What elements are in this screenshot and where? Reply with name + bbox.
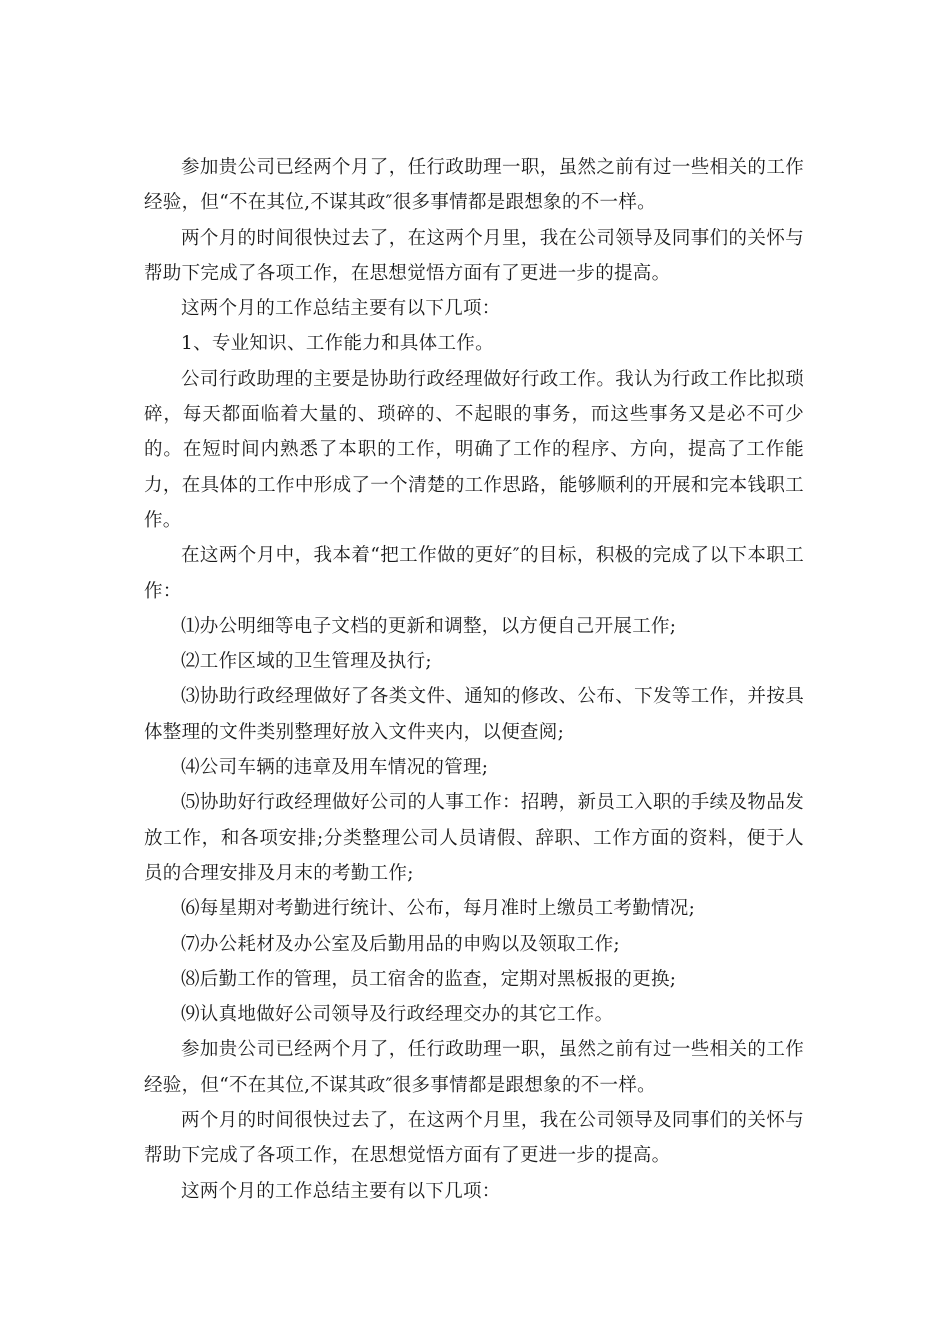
list-item: ⑹每星期对考勤进行统计、公布，每月准时上缴员工考勤情况; bbox=[181, 898, 696, 920]
paragraph: 参加贵公司已经两个月了，任行政助理一职，虽然之前有过一些相关的工作经验，但“不在其位,不谋其政″很多事情都是跟想象的不一样。 bbox=[144, 1039, 804, 1096]
paragraph: 这两个月的工作总结主要有以下几项： bbox=[181, 1180, 501, 1202]
section-heading: 1、专业知识、工作能力和具体工作。 bbox=[181, 333, 494, 355]
list-item: ⑺办公耗材及办公室及后勤用品的申购以及领取工作; bbox=[181, 933, 620, 955]
paragraph: 公司行政助理的主要是协助行政经理做好行政工作。我认为行政工作比拟琐碎，每天都面临着大量的、琐碎的、不起眼的事务，而这些事务又是必不可少的。在短时间内熟悉了本职的工作，明确了工作的程序、方向，提高了工作能力，在具体的工作中形成了一个清楚的工作思路，能够顺利的开展和完本钱职工作。 bbox=[144, 368, 804, 531]
paragraph: 这两个月的工作总结主要有以下几项： bbox=[181, 298, 501, 320]
paragraph: 在这两个月中，我本着“把工作做的更好″的目标，积极的完成了以下本职工作： bbox=[144, 545, 804, 602]
list-item: ⑷公司车辆的违章及用车情况的管理; bbox=[181, 757, 489, 779]
list-item: ⑸协助好行政经理做好公司的人事工作：招聘，新员工入职的手续及物品发放工作，和各项安排;分类整理公司人员请假、辞职、工作方面的资料，便于人员的合理安排及月末的考勤工作; bbox=[144, 792, 804, 884]
list-item: ⑼认真地做好公司领导及行政经理交办的其它工作。 bbox=[181, 1004, 614, 1026]
paragraph: 两个月的时间很快过去了，在这两个月里，我在公司领导及同事们的关怀与帮助下完成了各项工作，在思想觉悟方面有了更进一步的提高。 bbox=[144, 227, 804, 284]
paragraph: 两个月的时间很快过去了，在这两个月里，我在公司领导及同事们的关怀与帮助下完成了各项工作，在思想觉悟方面有了更进一步的提高。 bbox=[144, 1110, 804, 1167]
list-item: ⑴办公明细等电子文档的更新和调整，以方便自己开展工作; bbox=[181, 615, 677, 637]
document-body bbox=[144, 150, 804, 1209]
list-item: ⑶协助行政经理做好了各类文件、通知的修改、公布、下发等工作，并按具体整理的文件类别整理好放入文件夹内，以便查阅; bbox=[144, 686, 804, 743]
list-item: ⑵工作区域的卫生管理及执行; bbox=[181, 651, 432, 673]
list-item: ⑻后勤工作的管理，员工宿舍的监查，定期对黑板报的更换; bbox=[181, 968, 677, 990]
paragraph: 参加贵公司已经两个月了，任行政助理一职，虽然之前有过一些相关的工作经验，但“不在其位,不谋其政″很多事情都是跟想象的不一样。 bbox=[144, 157, 804, 214]
